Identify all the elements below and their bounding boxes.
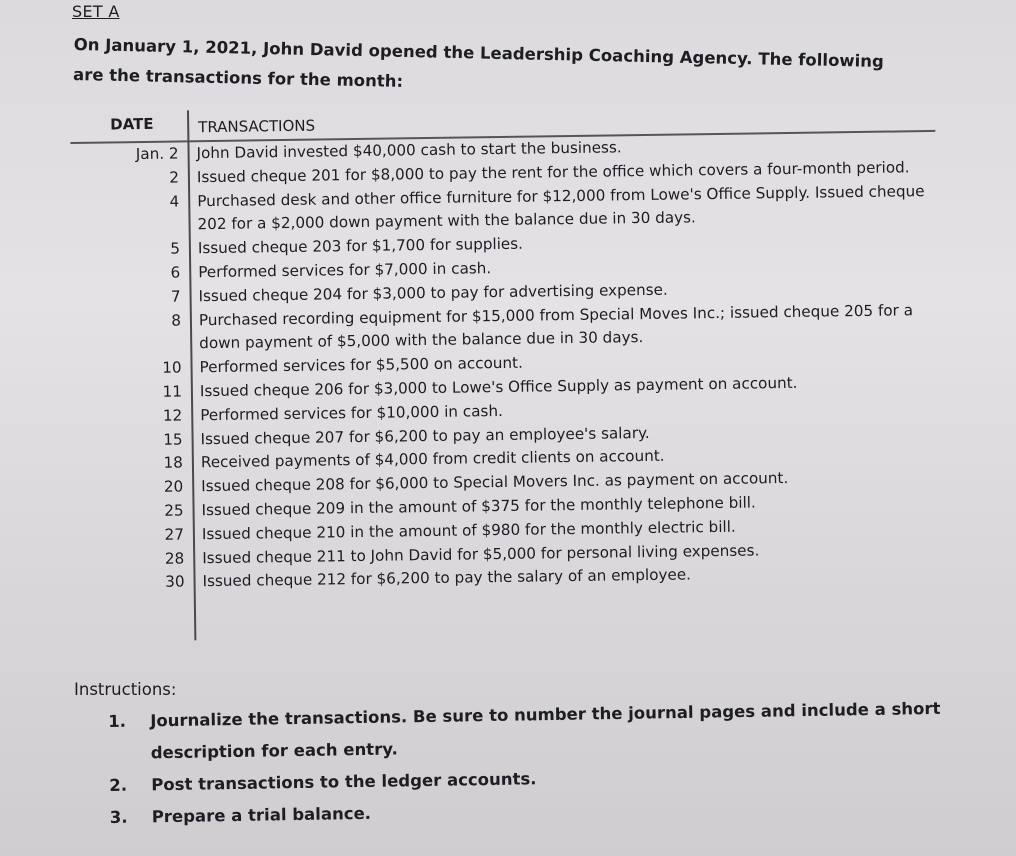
row-date: 2: [169, 168, 180, 187]
row-text: Issued cheque 204 for $3,000 to pay for advertising expense.: [198, 280, 668, 306]
table-body: [70, 132, 946, 596]
instructions-list: [108, 692, 990, 834]
row-date: Jan. 2: [135, 144, 179, 164]
row-text: Purchased desk and other office furniture for $12,000 from Lowe's Office Supply. Issued cheque 202 for a $2,000 down payment with the balance due in 30 days.: [197, 181, 925, 234]
row-date: 12: [162, 406, 183, 425]
intro-paragraph: On January 1, 2021, John David opened the Leadership Coaching Agency. The following are the transactions for the month:: [72, 34, 885, 91]
row-date: 28: [164, 548, 185, 568]
row-text: John David invested $40,000 cash to start the business.: [196, 138, 622, 163]
row-text: Issued cheque 203 for $1,700 for supplies.: [197, 234, 524, 258]
row-date: 4: [169, 192, 180, 211]
row-date: 27: [164, 525, 185, 544]
row-date: 6: [170, 263, 181, 282]
row-date: 25: [164, 501, 184, 520]
row-text: Performed services for $7,000 in cash.: [198, 259, 492, 282]
item-text: Prepare a trial balance.: [151, 803, 372, 827]
row-text: Issued cheque 201 for $8,000 to pay the rent for the office which covers a four-month period.: [196, 158, 910, 187]
row-text: Issued cheque 210 in the amount of $980 for the monthly electric bill.: [201, 517, 736, 543]
row-text: Issued cheque 208 for $6,000 to Special Movers Inc. as payment on account.: [201, 469, 789, 496]
row-text: Issued cheque 209 in the amount of $375 for the monthly telephone bill.: [201, 493, 756, 520]
row-text: Performed services for $5,500 on account.: [199, 353, 524, 377]
row-date: 20: [163, 477, 184, 496]
row-text: Issued cheque 211 to John David for $5,000 for personal living expenses.: [202, 540, 760, 567]
item-text: Post transactions to the ledger accounts.: [151, 769, 537, 795]
transactions-table: [70, 100, 940, 592]
row-text: Issued cheque 206 for $3,000 to Lowe's Office Supply as payment on account.: [199, 373, 798, 401]
row-date: 30: [165, 572, 185, 592]
row-text: Issued cheque 207 for $6,200 to pay an employee's salary.: [200, 423, 650, 448]
item-number: 2.: [109, 775, 128, 795]
row-date: 8: [171, 311, 182, 330]
row-date: 10: [162, 358, 182, 377]
header-transactions: TRANSACTIONS: [198, 116, 316, 137]
item-text: Journalize the transactions. Be sure to number the journal pages and include a short description for each entry.: [150, 698, 941, 763]
row-date: 18: [163, 453, 184, 473]
row-date: 5: [170, 239, 181, 258]
row-text: Received payments of $4,000 from credit clients on account.: [200, 447, 665, 472]
item-number: 3.: [109, 807, 128, 827]
row-text: Purchased recording equipment for $15,000 from Special Moves Inc.; issued cheque 205 for a down payment of $5,000 with the balance due in 30 days.: [198, 300, 914, 353]
item-number: 1.: [108, 711, 127, 731]
instructions-title: Instructions:: [74, 680, 177, 699]
row-text: Issued cheque 212 for $6,200 to pay the salary of an employee.: [202, 565, 692, 591]
set-label: SET A: [72, 2, 120, 21]
row-text: Performed services for $10,000 in cash.: [200, 401, 503, 424]
row-date: 11: [162, 382, 183, 401]
row-date: 15: [163, 430, 183, 449]
header-date: DATE: [110, 114, 154, 134]
row-date: 7: [170, 287, 181, 306]
